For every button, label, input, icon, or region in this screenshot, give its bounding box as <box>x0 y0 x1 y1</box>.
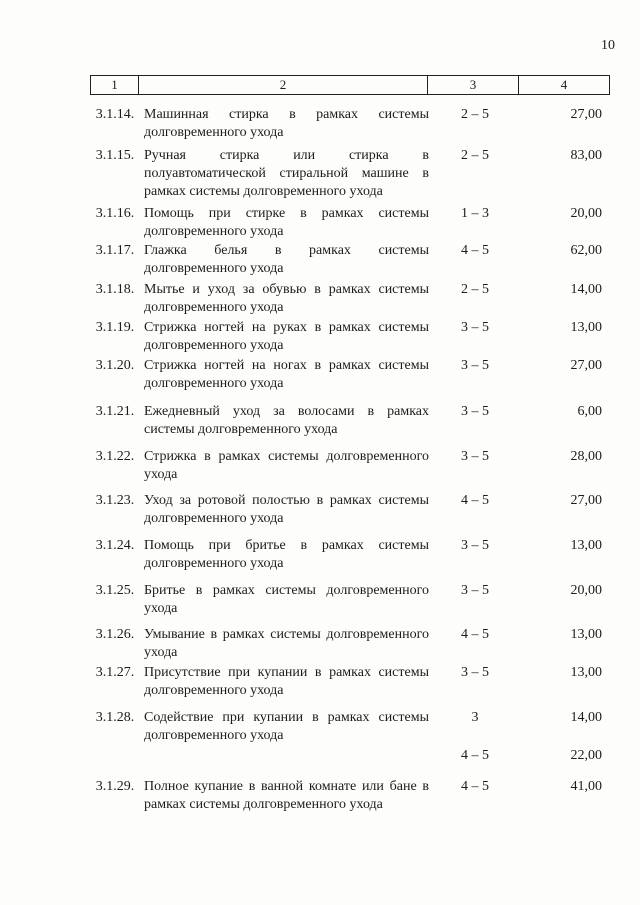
row-code: 3.1.18. <box>95 282 135 297</box>
row-description: Стрижка ногтей на руках в рамках системы долговременного ухода <box>144 320 429 353</box>
row-frequency: 3 – 5 <box>461 320 489 335</box>
row-code: 3.1.23. <box>95 493 135 508</box>
row-code: 3.1.15. <box>95 148 135 163</box>
row-description: Полное купание в ванной комнате или бане в рамках системы долговременного ухода <box>144 779 429 812</box>
row-description: Ежедневный уход за волосами в рамках системы долговременного ухода <box>144 404 429 437</box>
row-price: 27,00 <box>570 107 602 122</box>
row-code: 3.1.14. <box>95 107 135 122</box>
row-price: 20,00 <box>570 206 602 221</box>
row-frequency: 1 – 3 <box>461 206 489 221</box>
row-price: 14,00 <box>570 710 602 725</box>
row-frequency: 3 – 5 <box>461 665 489 680</box>
row-price: 83,00 <box>570 148 602 163</box>
row-code: 3.1.24. <box>95 538 135 553</box>
row-description: Стрижка в рамках системы долговременного ухода <box>144 449 429 482</box>
row-code: 3.1.22. <box>95 449 135 464</box>
row-code: 3.1.27. <box>95 665 135 680</box>
header-col-3: 3 <box>428 76 519 94</box>
row-frequency: 3 – 5 <box>461 404 489 419</box>
row-frequency: 2 – 5 <box>461 148 489 163</box>
row-frequency: 3 – 5 <box>461 449 489 464</box>
row-description: Помощь при бритье в рамках системы долговременного ухода <box>144 538 429 571</box>
row-price: 22,00 <box>570 748 602 763</box>
row-description: Мытье и уход за обувью в рамках системы долговременного ухода <box>144 282 429 315</box>
row-price: 13,00 <box>570 320 602 335</box>
row-price: 13,00 <box>570 627 602 642</box>
row-code: 3.1.28. <box>95 710 135 725</box>
row-code: 3.1.20. <box>95 358 135 373</box>
row-frequency: 3 – 5 <box>461 358 489 373</box>
row-description: Содействие при купании в рамках системы долговременного ухода <box>144 710 429 743</box>
row-description: Глажка белья в рамках системы долговременного ухода <box>144 243 429 276</box>
row-frequency: 4 – 5 <box>461 779 489 794</box>
row-description: Ручная стирка или стирка в полуавтоматической стиральной машине в рамках системы долговременного ухода <box>144 148 429 199</box>
table-header <box>90 75 610 95</box>
row-description: Стрижка ногтей на ногах в рамках системы долговременного ухода <box>144 358 429 391</box>
row-price: 14,00 <box>570 282 602 297</box>
row-frequency: 4 – 5 <box>461 243 489 258</box>
row-code: 3.1.17. <box>95 243 135 258</box>
row-price: 13,00 <box>570 665 602 680</box>
row-price: 41,00 <box>570 779 602 794</box>
row-frequency: 3 <box>471 710 479 725</box>
row-code: 3.1.25. <box>95 583 135 598</box>
row-frequency: 2 – 5 <box>461 282 489 297</box>
row-frequency: 3 – 5 <box>461 538 489 553</box>
row-price: 62,00 <box>570 243 602 258</box>
page-number: 10 <box>601 38 615 53</box>
row-description: Присутствие при купании в рамках системы долговременного ухода <box>144 665 429 698</box>
row-code: 3.1.21. <box>95 404 135 419</box>
row-frequency: 4 – 5 <box>461 748 489 763</box>
row-frequency: 4 – 5 <box>461 493 489 508</box>
row-description: Помощь при стирке в рамках системы долговременного ухода <box>144 206 429 239</box>
header-col-1: 1 <box>91 76 139 94</box>
row-frequency: 3 – 5 <box>461 583 489 598</box>
row-description: Машинная стирка в рамках системы долговременного ухода <box>144 107 429 140</box>
row-code: 3.1.19. <box>95 320 135 335</box>
header-col-2: 2 <box>139 76 428 94</box>
row-price: 27,00 <box>570 493 602 508</box>
row-frequency: 2 – 5 <box>461 107 489 122</box>
row-code: 3.1.29. <box>95 779 135 794</box>
row-description: Уход за ротовой полостью в рамках системы долговременного ухода <box>144 493 429 526</box>
row-code: 3.1.16. <box>95 206 135 221</box>
row-price: 13,00 <box>570 538 602 553</box>
row-price: 27,00 <box>570 358 602 373</box>
row-code: 3.1.26. <box>95 627 135 642</box>
row-description: Умывание в рамках системы долговременного ухода <box>144 627 429 660</box>
row-price: 28,00 <box>570 449 602 464</box>
row-frequency: 4 – 5 <box>461 627 489 642</box>
header-col-4: 4 <box>560 77 568 92</box>
row-price: 6,00 <box>577 404 602 419</box>
row-price: 20,00 <box>570 583 602 598</box>
row-description: Бритье в рамках системы долговременного ухода <box>144 583 429 616</box>
